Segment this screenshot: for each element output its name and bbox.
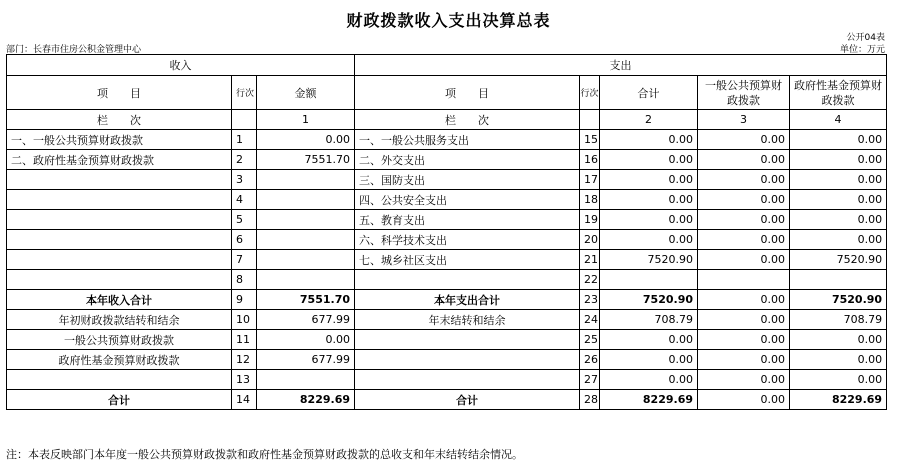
- general-budget-cell: [698, 270, 790, 290]
- income-item-cell: 年初财政拨款结转和结余: [7, 310, 232, 330]
- income-line-cell: 6: [232, 230, 257, 250]
- income-item-cell: [7, 270, 232, 290]
- expense-line-cell: 16: [580, 150, 600, 170]
- expense-line-cell: 28: [580, 390, 600, 410]
- table-row: [7, 250, 887, 270]
- income-item-cell: [7, 230, 232, 250]
- expense-total-cell: 0.00: [600, 130, 698, 150]
- expense-item-cell: 二、外交支出: [355, 150, 580, 170]
- income-item-cell: [7, 250, 232, 270]
- col-number-2: 2: [600, 110, 698, 130]
- expense-line-cell: 24: [580, 310, 600, 330]
- expense-item-cell: 四、公共安全支出: [355, 190, 580, 210]
- income-line-cell: 8: [232, 270, 257, 290]
- expense-line-header: 行次: [580, 76, 600, 110]
- table-row: [7, 350, 887, 370]
- table-row: [7, 150, 887, 170]
- expense-total-header: 合计: [600, 76, 698, 110]
- unit-label: 单位：万元: [839, 45, 885, 55]
- table-row: [7, 130, 887, 150]
- income-amount-cell: [257, 170, 355, 190]
- gov-fund-header: 政府性基金预算财政拨款: [790, 76, 887, 110]
- empty-cell: [580, 110, 600, 130]
- expense-total-cell: [600, 270, 698, 290]
- table-row: [7, 290, 887, 310]
- expense-line-cell: 15: [580, 130, 600, 150]
- expense-item-cell: 三、国防支出: [355, 170, 580, 190]
- expense-total-cell: 0.00: [600, 150, 698, 170]
- expense-item-cell: [355, 370, 580, 390]
- empty-cell: [232, 110, 257, 130]
- general-budget-cell: 0.00: [698, 210, 790, 230]
- income-item-cell: 政府性基金预算财政拨款: [7, 350, 232, 370]
- table-row: [7, 270, 887, 290]
- general-budget-cell: 0.00: [698, 330, 790, 350]
- expense-total-cell: 0.00: [600, 370, 698, 390]
- general-budget-cell: 0.00: [698, 230, 790, 250]
- income-line-cell: 7: [232, 250, 257, 270]
- report-title: 财政拨款收入支出决算总表: [346, 11, 551, 30]
- table-row: [7, 330, 887, 350]
- income-amount-cell: 8229.69: [257, 390, 355, 410]
- income-item-cell: 合计: [7, 390, 232, 410]
- table-row: [7, 170, 887, 190]
- expense-total-cell: 708.79: [600, 310, 698, 330]
- income-amount-cell: 677.99: [257, 350, 355, 370]
- expense-item-cell: 五、教育支出: [355, 210, 580, 230]
- income-item-cell: [7, 210, 232, 230]
- gov-fund-cell: 0.00: [790, 170, 887, 190]
- general-budget-header: 一般公共预算财政拨款: [698, 76, 790, 110]
- expense-item-cell: 七、城乡社区支出: [355, 250, 580, 270]
- expense-total-cell: 0.00: [600, 210, 698, 230]
- expense-line-cell: 18: [580, 190, 600, 210]
- expense-total-cell: 0.00: [600, 330, 698, 350]
- gov-fund-cell: 708.79: [790, 310, 887, 330]
- expense-line-cell: 22: [580, 270, 600, 290]
- table-row: [7, 370, 887, 390]
- income-line-cell: 11: [232, 330, 257, 350]
- income-item-cell: 二、政府性基金预算财政拨款: [7, 150, 232, 170]
- income-line-cell: 14: [232, 390, 257, 410]
- expense-item-cell: 六、科学技术支出: [355, 230, 580, 250]
- income-amount-cell: 0.00: [257, 130, 355, 150]
- expense-item-cell: [355, 350, 580, 370]
- expense-line-cell: 23: [580, 290, 600, 310]
- expense-line-cell: 20: [580, 230, 600, 250]
- expense-total-cell: 0.00: [600, 350, 698, 370]
- general-budget-cell: 0.00: [698, 370, 790, 390]
- general-budget-cell: 0.00: [698, 390, 790, 410]
- income-item-header: 项 目: [7, 76, 232, 110]
- table-row: [7, 310, 887, 330]
- form-number: 公开04表: [846, 33, 885, 43]
- expense-section-header: 支出: [355, 55, 887, 76]
- col-number-4: 4: [790, 110, 887, 130]
- income-line-cell: 1: [232, 130, 257, 150]
- expense-col-label: 栏 次: [355, 110, 580, 130]
- income-amount-cell: 0.00: [257, 330, 355, 350]
- income-amount-cell: [257, 250, 355, 270]
- income-item-cell: 一、一般公共预算财政拨款: [7, 130, 232, 150]
- gov-fund-cell: 0.00: [790, 230, 887, 250]
- gov-fund-cell: [790, 270, 887, 290]
- table-row: [7, 390, 887, 410]
- footnote: 注：本表反映部门本年度一般公共预算财政拨款和政府性基金预算财政拨款的总收支和年末结转结余情况。: [6, 448, 523, 461]
- expense-item-cell: 合计: [355, 390, 580, 410]
- gov-fund-cell: 0.00: [790, 150, 887, 170]
- income-line-cell: 3: [232, 170, 257, 190]
- expense-line-cell: 25: [580, 330, 600, 350]
- income-amount-cell: 7551.70: [257, 150, 355, 170]
- gov-fund-cell: 0.00: [790, 370, 887, 390]
- expense-item-header: 项 目: [355, 76, 580, 110]
- gov-fund-cell: 8229.69: [790, 390, 887, 410]
- expense-item-cell: [355, 330, 580, 350]
- expense-total-cell: 8229.69: [600, 390, 698, 410]
- gov-fund-cell: 7520.90: [790, 290, 887, 310]
- general-budget-cell: 0.00: [698, 290, 790, 310]
- col-number-3: 3: [698, 110, 790, 130]
- expense-total-cell: 0.00: [600, 170, 698, 190]
- income-item-cell: [7, 370, 232, 390]
- income-line-cell: 12: [232, 350, 257, 370]
- income-section-header: 收入: [7, 55, 355, 76]
- gov-fund-cell: 0.00: [790, 210, 887, 230]
- gov-fund-cell: 0.00: [790, 330, 887, 350]
- general-budget-cell: 0.00: [698, 310, 790, 330]
- income-item-cell: [7, 170, 232, 190]
- income-amount-cell: [257, 270, 355, 290]
- gov-fund-cell: 0.00: [790, 350, 887, 370]
- general-budget-cell: 0.00: [698, 350, 790, 370]
- expense-item-cell: 年末结转和结余: [355, 310, 580, 330]
- income-amount-cell: [257, 210, 355, 230]
- income-line-cell: 4: [232, 190, 257, 210]
- col-number-1: 1: [257, 110, 355, 130]
- expense-item-cell: 本年支出合计: [355, 290, 580, 310]
- income-item-cell: [7, 190, 232, 210]
- expense-line-cell: 21: [580, 250, 600, 270]
- income-col-label: 栏 次: [7, 110, 232, 130]
- income-amount-cell: [257, 190, 355, 210]
- department-label: 部门：长春市住房公积金管理中心: [6, 45, 142, 55]
- expense-total-cell: 0.00: [600, 230, 698, 250]
- expense-line-cell: 26: [580, 350, 600, 370]
- income-amount-header: 金额: [257, 76, 355, 110]
- gov-fund-cell: 0.00: [790, 130, 887, 150]
- income-amount-cell: [257, 370, 355, 390]
- expense-line-cell: 19: [580, 210, 600, 230]
- income-amount-cell: 677.99: [257, 310, 355, 330]
- expense-item-cell: 一、一般公共服务支出: [355, 130, 580, 150]
- expense-line-cell: 17: [580, 170, 600, 190]
- gov-fund-cell: 0.00: [790, 190, 887, 210]
- table-row: [7, 230, 887, 250]
- expense-total-cell: 7520.90: [600, 250, 698, 270]
- gov-fund-cell: 7520.90: [790, 250, 887, 270]
- income-line-cell: 2: [232, 150, 257, 170]
- income-item-cell: 本年收入合计: [7, 290, 232, 310]
- table-row: [7, 190, 887, 210]
- income-amount-cell: [257, 230, 355, 250]
- income-line-cell: 9: [232, 290, 257, 310]
- general-budget-cell: 0.00: [698, 190, 790, 210]
- budget-summary-table: [6, 54, 887, 410]
- expense-item-cell: [355, 270, 580, 290]
- income-line-cell: 5: [232, 210, 257, 230]
- general-budget-cell: 0.00: [698, 250, 790, 270]
- general-budget-cell: 0.00: [698, 170, 790, 190]
- expense-total-cell: 0.00: [600, 190, 698, 210]
- income-line-cell: 10: [232, 310, 257, 330]
- income-line-header: 行次: [232, 76, 257, 110]
- expense-total-cell: 7520.90: [600, 290, 698, 310]
- general-budget-cell: 0.00: [698, 150, 790, 170]
- income-amount-cell: 7551.70: [257, 290, 355, 310]
- general-budget-cell: 0.00: [698, 130, 790, 150]
- expense-line-cell: 27: [580, 370, 600, 390]
- income-item-cell: 一般公共预算财政拨款: [7, 330, 232, 350]
- table-row: [7, 210, 887, 230]
- income-line-cell: 13: [232, 370, 257, 390]
